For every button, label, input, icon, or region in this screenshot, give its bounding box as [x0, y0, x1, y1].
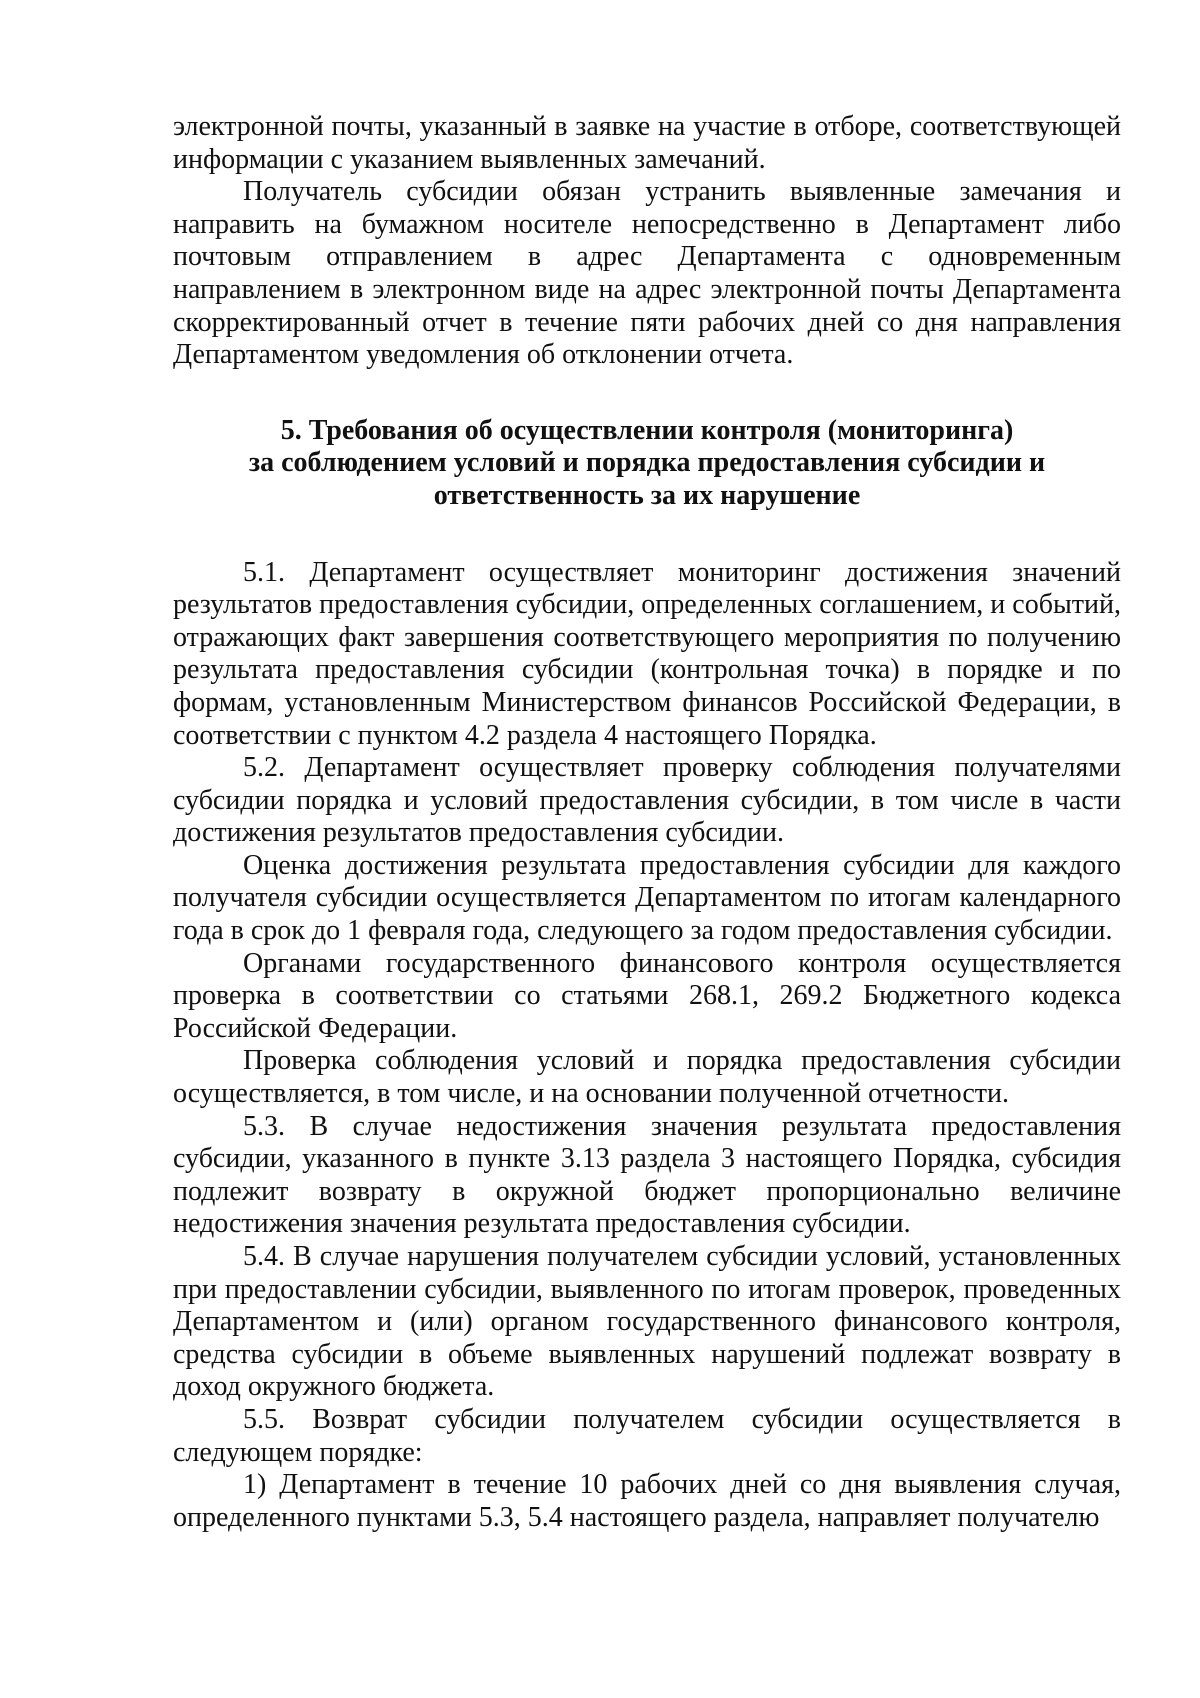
paragraph-5-2: 5.2. Департамент осуществляет проверку соблюдения получателями субсидии порядка и условий предоставления субсидии, в том числе в части достижения результатов предоставления субсидии. [173, 752, 1121, 849]
paragraph-5-3: 5.3. В случае недостижения значения результата предоставления субсидии, указанного в пункте 3.13 раздела 3 настоящего Порядка, субсидия подлежит возврату в окружной бюджет пропорционально величине недостижения значения результата предоставления субсидии. [173, 1110, 1121, 1240]
section-heading [173, 415, 1121, 513]
paragraph-5-5: 5.5. Возврат субсидии получателем субсидии осуществляется в следующем порядке: [173, 1403, 1121, 1468]
section-heading-line: за соблюдением условий и порядка предоставления субсидии и [248, 447, 1046, 479]
section-heading-line: ответственность за их нарушение [433, 479, 861, 511]
paragraph: Проверка соблюдения условий и порядка предоставления субсидии осуществляется, в том числе, и на основании полученной отчетности. [173, 1045, 1121, 1110]
paragraph: Органами государственного финансового контроля осуществляется проверка в соответствии со статьями 268.1, 269.2 Бюджетного кодекса Российской Федерации. [173, 947, 1121, 1044]
paragraph-5-1: 5.1. Департамент осуществляет мониторинг достижения значений результатов предоставления субсидии, определенных соглашением, и событий, отражающих факт завершения соответствующего мероприятия по получению результата предоставления субсидии (контрольная точка) в порядке и по формам, установленным Министерством финансов Российской Федерации, в соответствии с пунктом 4.2 раздела 4 настоящего Порядка. [173, 556, 1121, 751]
paragraph: Оценка достижения результата предоставления субсидии для каждого получателя субсидии осуществляется Департаментом по итогам календарного года в срок до 1 февраля года, следующего за годом предоставления субсидии. [173, 849, 1121, 947]
paragraph-5-4: 5.4. В случае нарушения получателем субсидии условий, установленных при предоставлении субсидии, выявленного по итогам проверок, проведенных Департаментом и (или) органом государственного финансового контроля, средства субсидии в объеме выявленных нарушений подлежат возврату в доход окружного бюджета. [173, 1241, 1121, 1403]
paragraph: электронной почты, указанный в заявке на участие в отборе, соответствующей информации с указанием выявленных замечаний. [173, 111, 1121, 175]
paragraph: Получатель субсидии обязан устранить выявленные замечания и направить на бумажном носителе непосредственно в Департамент либо почтовым отправлением в адрес Департамента с одновременным направлением в электронном виде на адрес электронной почты Департамента скорректированный отчет в течение пяти рабочих дней со дня направления Департаментом уведомления об отклонении отчета. [173, 176, 1121, 371]
section-heading-line: 5. Требования об осуществлении контроля (мониторинга) [280, 414, 1014, 446]
paragraph-item-1: 1) Департамент в течение 10 рабочих дней со дня выявления случая, определенного пунктами 5.3, 5.4 настоящего раздела, направляет получателю [173, 1469, 1121, 1533]
document-page [173, 111, 1121, 1534]
